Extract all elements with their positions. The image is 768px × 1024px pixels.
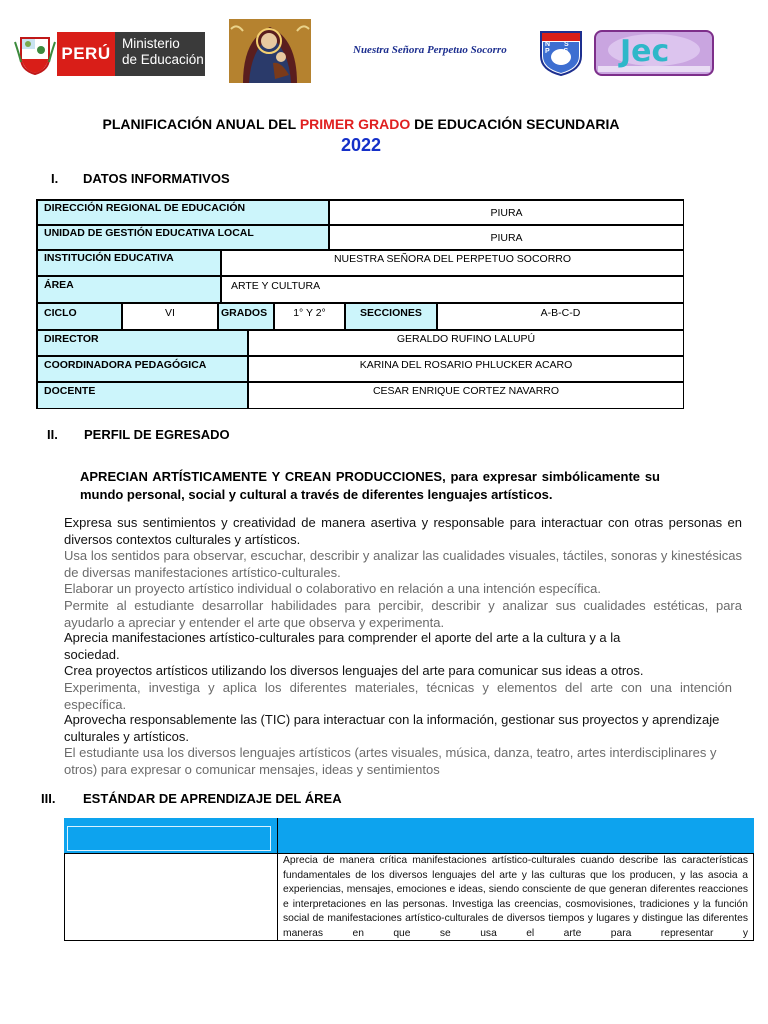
section-1-label: DATOS INFORMATIVOS	[83, 171, 230, 186]
ie-label: INSTITUCIÓN EDUCATIVA	[37, 250, 221, 276]
estandar-column-divider	[277, 818, 278, 941]
title-part2: DE EDUCACIÓN SECUNDARIA	[410, 116, 620, 132]
ugel-value: PIURA	[329, 225, 684, 250]
jec-wordmark: Jec	[620, 34, 670, 69]
crest-letters: N S P S	[545, 41, 575, 55]
grados-value: 1° Y 2°	[274, 303, 345, 330]
ministry-label	[115, 32, 205, 76]
title-part1: PLANIFICACIÓN ANUAL DEL	[102, 116, 300, 132]
director-label: DIRECTOR	[37, 330, 248, 356]
section-3-label: ESTÁNDAR DE APRENDIZAJE DEL ÁREA	[83, 791, 342, 806]
secciones-label: SECCIONES	[345, 303, 437, 330]
title-year: 2022	[340, 135, 382, 155]
dre-label: DIRECCIÓN REGIONAL DE EDUCACIÓN	[37, 200, 329, 225]
school-name: Nuestra Señora Perpetuo Socorro	[353, 44, 507, 56]
perfil-item-2: Usa los sentidos para observar, escuchar, describir y analizar las cualidades visuales, táctiles, sonoras y kinestésicas de diversas manifestaciones artístico-culturales.	[64, 548, 742, 580]
estandar-header-cell	[67, 826, 271, 851]
ugel-label: UNIDAD DE GESTIÓN EDUCATIVA LOCAL	[37, 225, 329, 250]
perfil-item-4: Permite al estudiante desarrollar habilidades para percibir, describir y analizar sus cualidades estéticas, para ayudarlo a apreciar y entender el arte que observa y experimenta.	[64, 598, 742, 630]
coordinadora-label: COORDINADORA PEDAGÓGICA	[37, 356, 248, 382]
perfil-item-7: Experimenta, investiga y aplica los diferentes materiales, técnicas y elementos del arte con una intención específica.	[64, 680, 732, 712]
virgin-icon-image	[229, 19, 311, 83]
section-3-number: III.	[41, 791, 56, 806]
area-value: ARTE Y CULTURA	[221, 276, 684, 303]
docente-label: DOCENTE	[37, 382, 248, 409]
perfil-heading: APRECIAN ARTÍSTICAMENTE Y CREAN PRODUCCIONES, para expresar simbólicamente su mundo personal, social y cultural a través de diferentes lenguajes artísticos.	[80, 469, 660, 502]
jec-logo	[594, 30, 714, 76]
ciclo-label: CICLO	[37, 303, 122, 330]
section-1-heading	[51, 171, 230, 186]
grados-label: GRADOS	[218, 303, 274, 330]
ministry-line2: de Educación	[122, 52, 204, 67]
section-1-number: I.	[51, 171, 59, 186]
perfil-item-6: Crea proyectos artísticos utilizando los diversos lenguajes del arte para comunicar sus ideas a otros.	[64, 663, 644, 678]
perfil-item-9: El estudiante usa los diversos lenguajes artísticos (artes visuales, música, danza, teatro, artes interdisciplinares y otros) para expresar o comunicar mensajes, ideas y sentimientos	[64, 745, 717, 777]
section-2-number: II.	[47, 427, 58, 442]
section-2-heading	[47, 427, 230, 442]
area-label: ÁREA	[37, 276, 221, 303]
ciclo-value: VI	[122, 303, 218, 330]
dre-value: PIURA	[329, 200, 684, 225]
ministry-logo	[13, 32, 205, 76]
ie-value: NUESTRA SEÑORA DEL PERPETUO SOCORRO	[221, 250, 684, 276]
perfil-item-8: Aprovecha responsablemente las (TIC) para interactuar con la información, gestionar sus proyectos y aprendizaje culturales y artísticos.	[64, 712, 720, 744]
estandar-description: Aprecia de manera crítica manifestaciones artístico-culturales cuando describe las características fundamentales de los diversos lenguajes del arte y las culturas que los producen, y las asocia a experiencias, mensajes, emociones e ideas, siendo consciente de que generan diferentes reacciones e interpretaciones en las personas. Investiga las creencias, cosmovisiones, tradiciones y la función social de manifestaciones artístico-culturales de diversos tiempos y lugares y distingue las diferentes maneras en que se usa el arte para representar y	[283, 855, 748, 939]
peru-label: PERÚ	[57, 32, 115, 76]
director-value: GERALDO RUFINO LALUPÚ	[248, 330, 684, 356]
page-title	[0, 116, 722, 132]
perfil-item-1: Expresa sus sentimientos y creatividad de manera asertiva y responsable para interactuar con otras personas en diversos contextos culturales y artísticos.	[64, 515, 742, 547]
secciones-value: A-B-C-D	[437, 303, 684, 330]
ministry-line1: Ministerio	[122, 36, 180, 51]
title-grade: PRIMER GRADO	[299, 116, 411, 132]
perfil-item-3: Elaborar un proyecto artístico individual o colaborativo en relación a una intención específica.	[64, 581, 601, 596]
section-2-label: PERFIL DE EGRESADO	[84, 427, 230, 442]
coordinadora-value: KARINA DEL ROSARIO PHLUCKER ACARO	[248, 356, 684, 382]
section-3-heading	[41, 791, 342, 806]
perfil-item-5: Aprecia manifestaciones artístico-culturales para comprender el aporte del arte a la cultura y a la sociedad.	[64, 630, 621, 662]
school-crest	[535, 28, 587, 76]
datos-informativos-table	[36, 199, 684, 409]
docente-value: CESAR ENRIQUE CORTEZ NAVARRO	[248, 382, 684, 409]
peru-shield-icon	[13, 32, 57, 76]
